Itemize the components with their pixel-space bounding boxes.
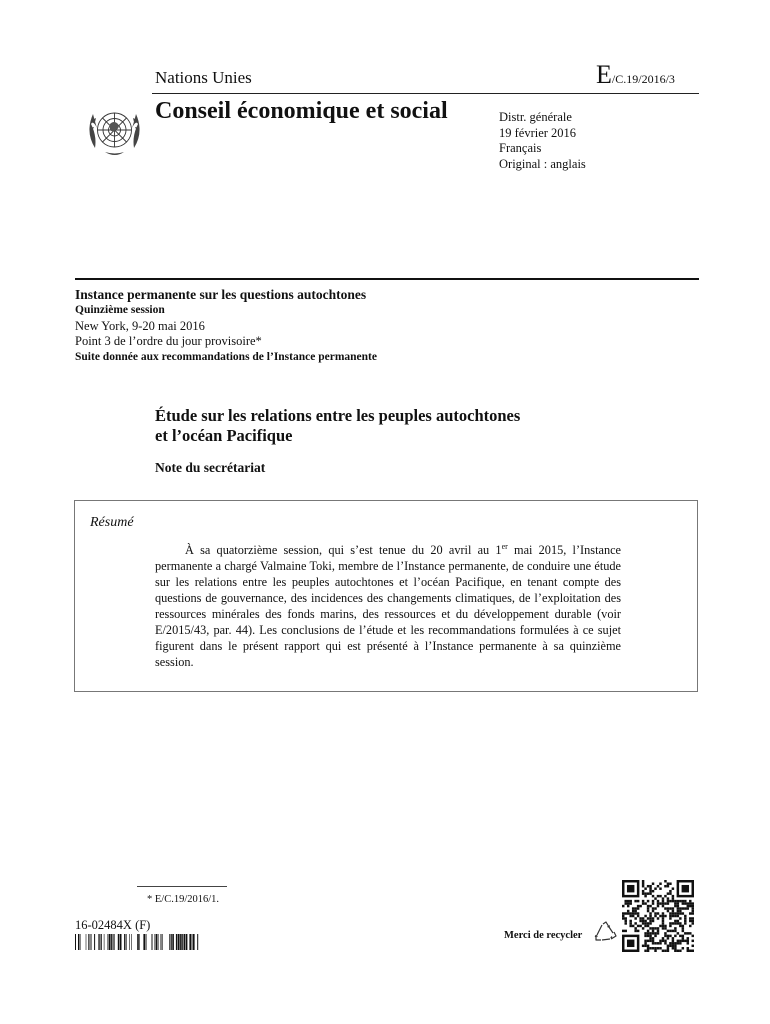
separator-rule: [75, 278, 699, 280]
summary-text-rest: mai 2015, l’Instance permanente a chargé Valmaine Toki, membre de l’Instance permanente, de conduire une étude sur les relations entre les peuples autochtones et l’océan Pacifique, en tenant compte des questions de gouvernance, des incidences des changements climatiques, de l’exploitation des ressources minérales des fonds marins, des ressources et du développement durable (voir E/2015/43, par. 44). Les conclusions de l’étude et les recommandations formulées à ce sujet figurent dans le présent rapport qui est présenté à l’Instance permanente à sa quinzième session.: [155, 543, 622, 670]
footnote-rule: [137, 886, 227, 887]
place-date: New York, 9-20 mai 2016: [75, 318, 205, 333]
barcode-icon: [75, 934, 203, 950]
body-name: Instance permanente sur les questions autochtones: [75, 287, 367, 302]
session-block: [75, 287, 415, 365]
distribution-block: [499, 110, 586, 172]
document-symbol: [596, 60, 675, 90]
recycle-label: Merci de recycler: [504, 930, 583, 941]
agenda-item: Point 3 de l’ordre du jour provisoire*: [75, 334, 262, 348]
summary-heading: Résumé: [90, 515, 134, 530]
symbol-letter: E: [596, 60, 612, 89]
job-number: 16-02484X (F): [75, 918, 151, 932]
qr-code-icon: [622, 880, 694, 952]
language-line: Français: [499, 141, 542, 155]
date-line: 19 février 2016: [499, 125, 577, 140]
organization-name: Nations Unies: [155, 68, 252, 87]
agenda-title: Suite donnée aux recommandations de l’Instance permanente: [75, 350, 377, 363]
original-language-line: Original : anglais: [499, 156, 586, 171]
footnote: * E/C.19/2016/1.: [147, 894, 220, 905]
distribution-line: Distr. générale: [499, 110, 572, 124]
title-line: Étude sur les relations entre les peuples autochtones: [155, 406, 521, 425]
ordinal-superscript: er: [501, 542, 508, 551]
summary-box: [74, 500, 698, 692]
un-emblem-icon: [77, 100, 152, 165]
symbol-number: /C.19/2016/3: [611, 72, 675, 86]
header-rule: [152, 93, 699, 94]
council-title: Conseil économique et social: [155, 98, 448, 124]
summary-text-start: À sa quatorzième session, qui s’est tenue du 20 avril au 1: [185, 543, 502, 558]
document-subtitle: Note du secrétariat: [155, 460, 266, 475]
document-title: [155, 406, 635, 446]
title-line: et l’océan Pacifique: [155, 426, 293, 445]
session-label: Quinzième session: [75, 304, 165, 316]
recycle-icon: [594, 920, 618, 944]
summary-text: [155, 539, 621, 670]
